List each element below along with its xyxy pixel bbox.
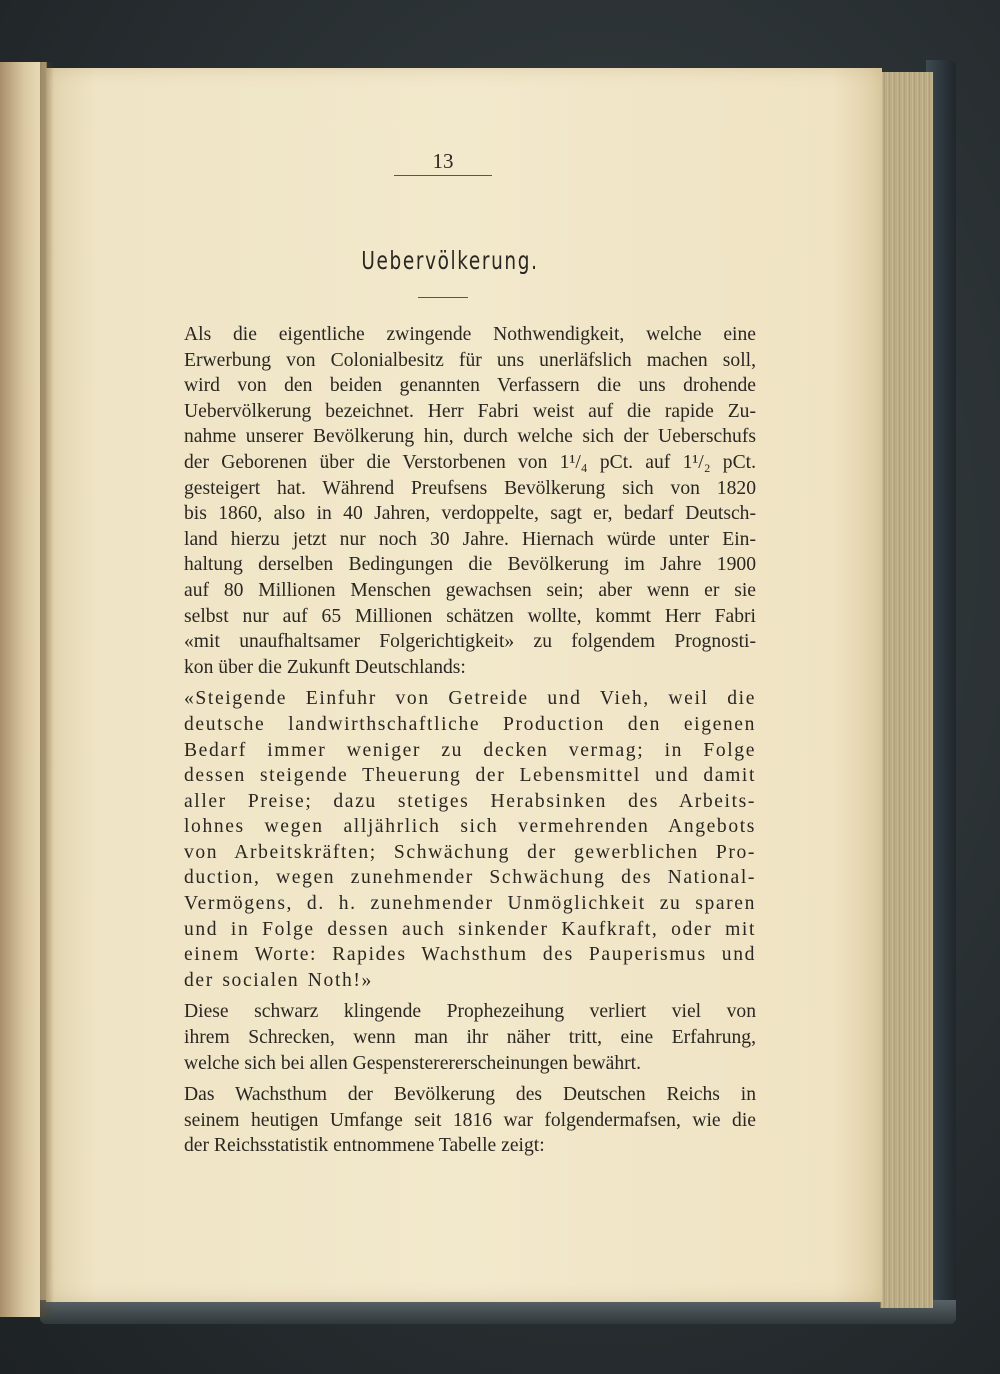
text-line: gesteigert hat. Während Preufsens Bevölkerung sich von 1820 [184,477,756,499]
page-number: 13 [394,150,492,176]
text-line: lohnes wegen alljährlich sich vermehrenden Angebots [184,816,756,838]
text-line: «mit unaufhaltsamer Folgerichtigkeit» zu folgendem Prognosti- [184,631,756,653]
text-line: wird von den beiden genannten Verfassern die uns drohende [184,375,756,397]
paragraph [144,999,756,1076]
text-line: selbst nur auf 65 Millionen schätzen wollte, kommt Herr Fabri [184,605,756,627]
paragraph [144,322,756,680]
text-line: Vermögens, d. h. zunehmender Unmöglichkeit zu sparen [184,893,756,915]
chapter-title: Uebervölkerung. [361,246,539,275]
quotation-paragraph [144,686,756,993]
text-line: von Arbeitskräften; Schwächung der gewerblichen Pro- [184,841,756,863]
spine-shadow [40,62,54,1317]
text-line: ihrem Schrecken, wenn man ihr näher tritt, eine Erfahrung, [184,1027,756,1049]
text-line: duction, wegen zunehmender Schwächung des National- [184,867,756,889]
text-line: einem Worte: Rapides Wachsthum des Pauperismus und [184,944,756,966]
text-line: haltung derselben Bedingungen die Bevölkerung im Jahre 1900 [184,554,756,576]
text-line: dessen steigende Theuerung der Lebensmittel und damit [184,765,756,787]
title-rule [418,297,468,298]
text-line: der Geborenen über die Verstorbenen von 1¹/₄ pCt. auf 1¹/₂ pCt. [184,451,756,473]
body-text [144,322,756,1159]
text-line: Erwerbung von Colonialbesitz für uns unerläfslich machen soll, [184,349,756,371]
book-cover-bottom [40,1300,956,1324]
text-line: land hierzu jetzt nur noch 30 Jahre. Hiernach würde unter Ein- [184,528,756,550]
text-line: welche sich bei allen Gespensterererscheinungen bewährt. [184,1052,641,1074]
text-line: nahme unserer Bevölkerung hin, durch welche sich der Ueberschufs [184,426,756,448]
text-line: seinem heutigen Umfange seit 1816 war folgendermafsen, wie die [184,1109,756,1131]
text-line: «Steigende Einfuhr von Getreide und Vieh, weil die [184,688,756,710]
paragraph [144,1082,756,1159]
text-line: Das Wachsthum der Bevölkerung des Deutschen Reichs in [184,1084,756,1106]
text-line: Diese schwarz klingende Prophezeihung verliert viel von [184,1001,756,1023]
text-line: bis 1860, also in 40 Jahren, verdoppelte, sagt er, bedarf Deutsch- [184,503,756,525]
text-line: und in Folge dessen auch sinkender Kaufkraft, oder mit [184,918,756,940]
text-line: auf 80 Millionen Menschen gewachsen sein; aber wenn er sie [184,579,756,601]
text-line: Bedarf immer weniger zu decken vermag; in Folge [184,739,756,761]
text-line: deutsche landwirthschaftliche Production den eigenen [184,713,756,735]
text-line: der Reichsstatistik entnommene Tabelle zeigt: [184,1135,545,1157]
text-line: Uebervölkerung bezeichnet. Herr Fabri weist auf die rapide Zu- [184,400,756,422]
text-line: kon über die Zukunft Deutschlands: [184,656,466,678]
text-line: Als die eigentliche zwingende Nothwendigkeit, welche eine [184,324,756,345]
page-block-edges [880,72,933,1308]
text-line: aller Preise; dazu stetiges Herabsinken des Arbeits- [184,790,756,812]
text-line: der socialen Noth!» [184,969,373,991]
